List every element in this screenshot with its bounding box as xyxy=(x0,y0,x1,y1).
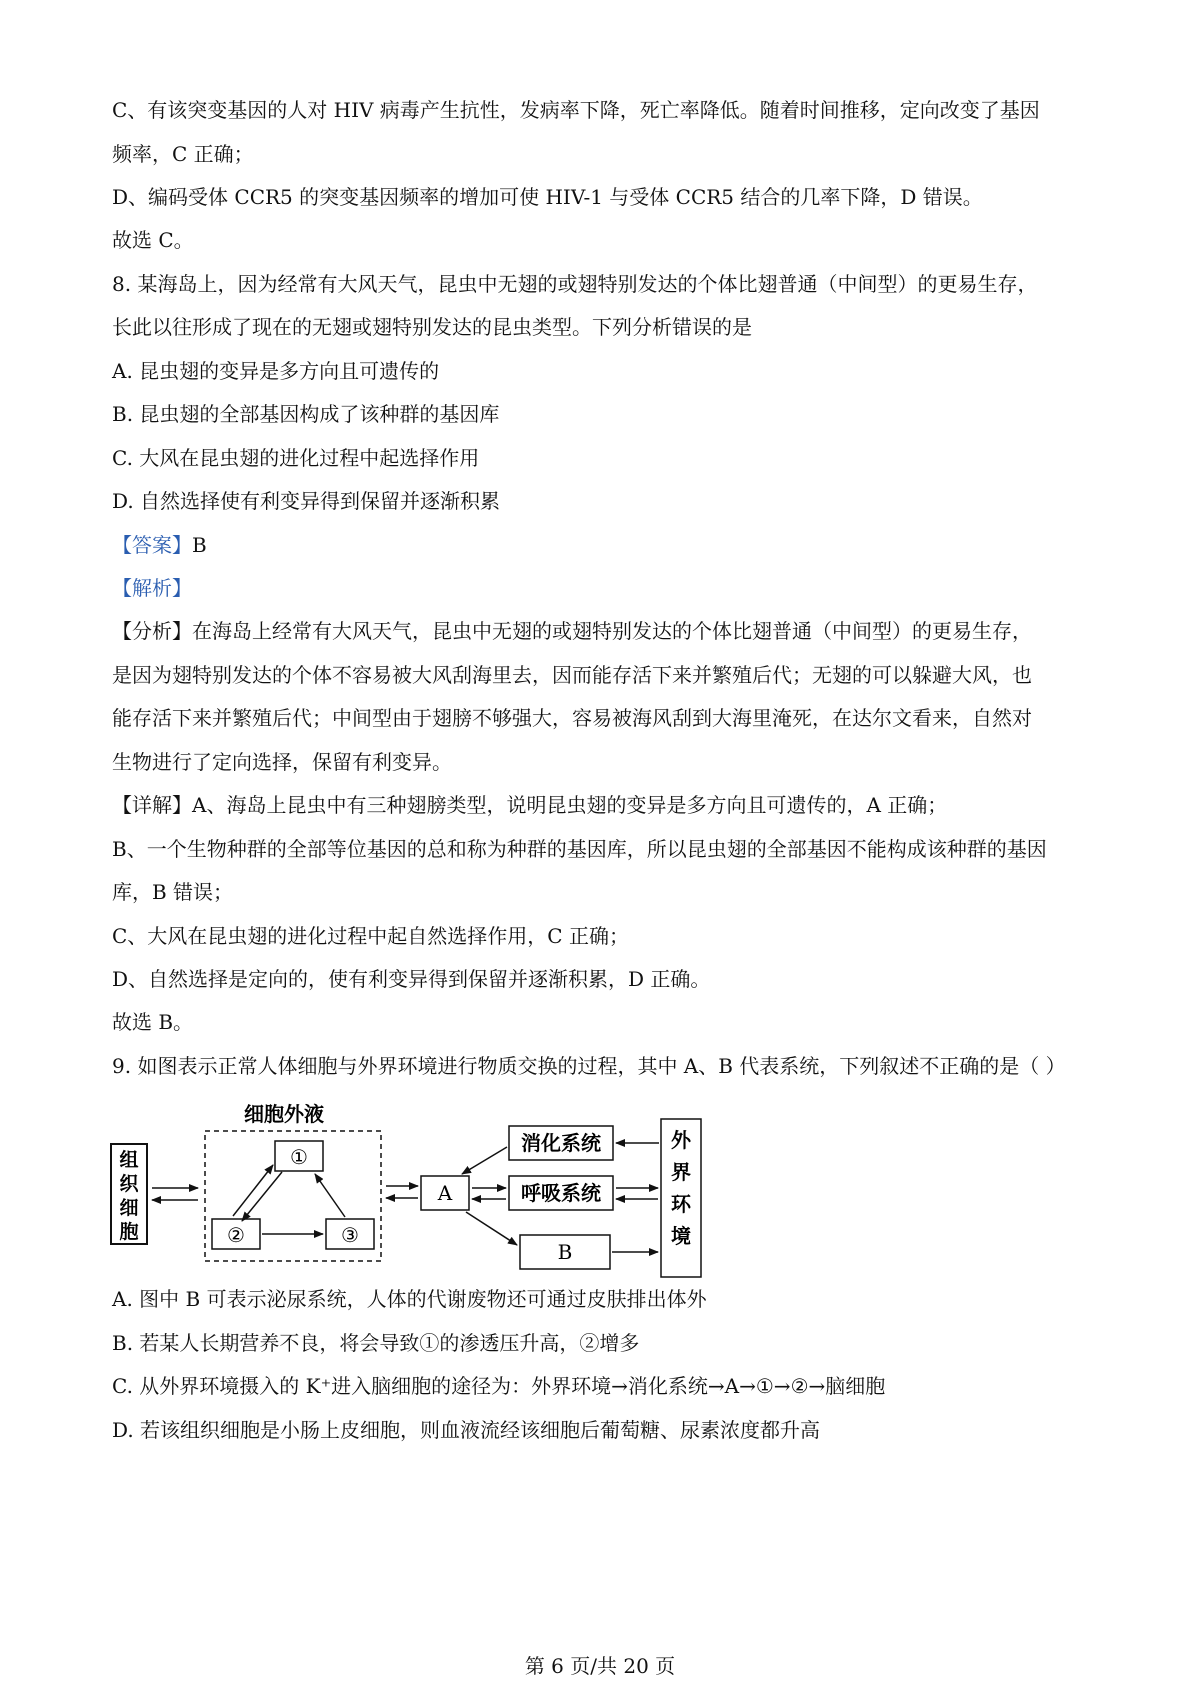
digestive-system-label: 消化系统 xyxy=(521,1131,601,1155)
text-line: 故选 C。 xyxy=(112,228,194,252)
option-d: D. 自然选择使有利变异得到保留并逐渐积累 xyxy=(112,489,501,513)
analysis-sub-tag: 【分析】 xyxy=(112,619,192,643)
option-b: B. 昆虫翅的全部基因构成了该种群的基因库 xyxy=(112,402,500,426)
detail-line: 库，B 错误； xyxy=(112,880,234,904)
tissue-cell-char: 织 xyxy=(119,1173,139,1195)
node-1-label: ① xyxy=(290,1145,308,1169)
text-line: C、有该突变基因的人对 HIV 病毒产生抗性，发病率下降，死亡率降低。随着时间推移，定向改变了基因 xyxy=(112,98,1040,122)
tissue-cell-char: 细 xyxy=(119,1197,139,1219)
option-c: C. 大风在昆虫翅的进化过程中起选择作用 xyxy=(112,446,480,470)
environment-char: 环 xyxy=(671,1192,691,1216)
arrow-a-to-b xyxy=(466,1212,517,1245)
analysis-line: 【分析】在海岛上经常有大风天气，昆虫中无翅的或翅特别发达的个体比翅普通（中间型）的更易生存， xyxy=(112,619,1032,643)
environment-char: 外 xyxy=(671,1128,691,1152)
environment-char: 界 xyxy=(671,1160,691,1184)
detail-line: B、一个生物种群的全部等位基因的总和称为种群的基因库，所以昆虫翅的全部基因不能构成该种群的基因 xyxy=(112,837,1047,861)
detail-line: C、大风在昆虫翅的进化过程中起自然选择作用，C 正确； xyxy=(112,924,629,948)
node-2-label: ② xyxy=(227,1223,245,1247)
analysis-line: 生物进行了定向选择，保留有利变异。 xyxy=(112,750,452,774)
detail-line: D、自然选择是定向的，使有利变异得到保留并逐渐积累，D 正确。 xyxy=(112,967,711,991)
question-8-stem: 8. 某海岛上，因为经常有大风天气，昆虫中无翅的或翅特别发达的个体比翅普通（中间型）的更易生存， xyxy=(112,272,1038,296)
extracellular-fluid-label: 细胞外液 xyxy=(244,1102,324,1126)
question-8-stem: 长此以往形成了现在的无翅或翅特别发达的昆虫类型。下列分析错误的是 xyxy=(112,315,752,339)
text-line: D、编码受体 CCR5 的突变基因频率的增加可使 HIV-1 与受体 CCR5 结合的几率下降，D 错误。 xyxy=(112,185,983,209)
q9-option-d: D. 若该组织细胞是小肠上皮细胞，则血液流经该细胞后葡萄糖、尿素浓度都升高 xyxy=(112,1418,821,1442)
respiratory-system-label: 呼吸系统 xyxy=(521,1181,601,1205)
arrow-3-to-1 xyxy=(315,1174,345,1217)
question-9-stem: 9. 如图表示正常人体细胞与外界环境进行物质交换的过程，其中 A、B 代表系统，下列叙述不正确的是（ ） xyxy=(112,1054,1066,1078)
detail-line: 故选 B。 xyxy=(112,1010,194,1034)
detail-line: 【详解】A、海岛上昆虫中有三种翅膀类型，说明昆虫翅的变异是多方向且可遗传的，A 正确； xyxy=(112,793,948,817)
option-a: A. 昆虫翅的变异是多方向且可遗传的 xyxy=(112,359,440,383)
analysis-line: 能存活下来并繁殖后代；中间型由于翅膀不够强大，容易被海风刮到大海里淹死，在达尔文看来，自然对 xyxy=(112,706,1032,730)
analysis-tag: 【解析】 xyxy=(112,576,192,600)
tissue-cell-char: 组 xyxy=(119,1149,139,1171)
system-a-label: A xyxy=(437,1181,453,1205)
q9-option-b: B. 若某人长期营养不良，将会导致①的渗透压升高，②增多 xyxy=(112,1331,640,1355)
environment-char: 境 xyxy=(671,1224,691,1248)
q9-option-a: A. 图中 B 可表示泌尿系统，人体的代谢废物还可通过皮肤排出体外 xyxy=(112,1287,707,1311)
answer-value: B xyxy=(192,533,207,557)
q9-option-c: C. 从外界环境摄入的 K⁺进入脑细胞的途径为：外界环境→消化系统→A→①→②→脑细胞 xyxy=(112,1374,886,1398)
system-b-label: B xyxy=(557,1240,573,1264)
detail-tag: 【详解】 xyxy=(112,793,192,817)
arrow-digestive-to-a xyxy=(462,1147,507,1174)
text-line: 频率，C 正确； xyxy=(112,142,254,166)
tissue-cell-char: 胞 xyxy=(119,1221,139,1243)
node-3-label: ③ xyxy=(341,1223,359,1247)
page-footer: 第 6 页/共 20 页 xyxy=(524,1654,676,1678)
answer-tag: 【答案】 xyxy=(112,533,192,557)
analysis-line: 是因为翅特别发达的个体不容易被大风刮海里去，因而能存活下来并繁殖后代；无翅的可以躲避大风，也 xyxy=(112,663,1032,687)
